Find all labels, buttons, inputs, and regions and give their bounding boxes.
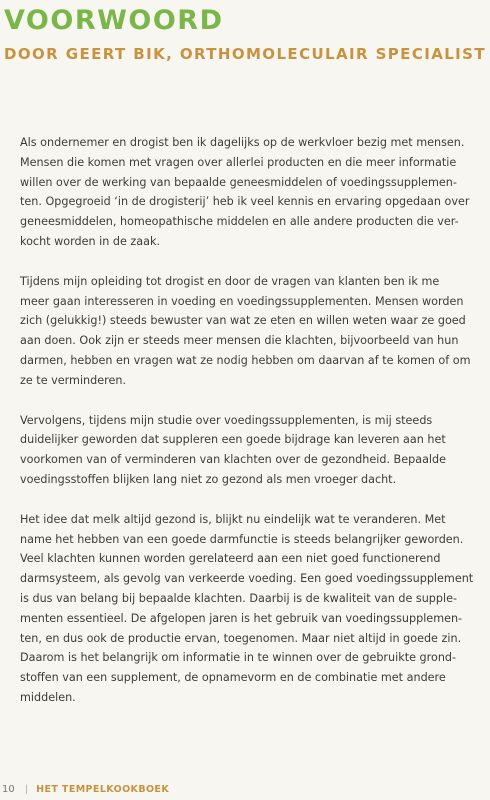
paragraph <box>20 272 482 391</box>
paragraph-line: voedingsstoffen blijken lang niet zo gezond als men vroeger dacht. <box>20 472 397 486</box>
page-footer <box>0 783 169 797</box>
book-title: HET TEMPELKOOKBOEK <box>36 784 170 795</box>
paragraph-line: ze te verminderen. <box>20 373 127 387</box>
paragraph-line: is dus van belang bij bepaalde klachten. Daarbij is de kwaliteit van de supple- <box>20 591 458 605</box>
paragraph <box>20 510 482 708</box>
paragraph-line: aan doen. Ook zijn er steeds meer mensen die klachten, bijvoorbeeld van hun <box>20 334 459 348</box>
body-text <box>20 133 482 728</box>
paragraph-line: menten essentieel. De afgelopen jaren is het gebruik van voedingssupplemen- <box>20 611 463 625</box>
paragraph-line: Het idee dat melk altijd gezond is, blijkt nu eindelijk wat te veranderen. Met <box>20 512 446 526</box>
paragraph-line: duidelijker geworden dat suppleren een goede bijdrage kan leveren aan het <box>20 433 446 447</box>
paragraph-line: Als ondernemer en drogist ben ik dagelijks op de werkvloer bezig met mensen. <box>20 136 465 149</box>
paragraph-line: middelen. <box>20 690 76 704</box>
paragraph-line: willen over de werking van bepaalde geneesmiddelen of voedingssupplemen- <box>20 175 457 189</box>
page-subtitle: DOOR GEERT BIK, ORTHOMOLECULAIR SPECIALIST <box>4 45 486 63</box>
page-title: VOORWOORD <box>4 5 224 36</box>
footer-separator: | <box>24 784 29 795</box>
paragraph-line: ten. Opgegroeid ‘in de drogisterij’ heb ik veel kennis en ervaring opgedaan over <box>20 195 470 209</box>
page-number: 10 <box>2 784 15 795</box>
paragraph-line: Daarom is het belangrijk om informatie in te winnen over de gebruikte grond- <box>20 651 457 665</box>
paragraph <box>20 133 482 252</box>
paragraph-line: zich (gelukkig!) steeds bewuster van wat ze eten en willen weten waar ze goed <box>20 314 466 328</box>
paragraph-line: geneesmiddelen, homeopathische middelen en alle andere producten die ver- <box>20 215 459 229</box>
paragraph-line: ten, en dus ook de productie ervan, toegenomen. Maar niet altijd in goede zin. <box>20 631 462 645</box>
paragraph-line: darmen, hebben en vragen wat ze nodig hebben om daarvan af te komen of om <box>20 353 471 367</box>
paragraph-line: name het hebben van een goede darmfunctie is steeds belangrijker geworden. <box>20 532 464 546</box>
paragraph-line: Mensen die komen met vragen over allerlei producten en die meer informatie <box>20 155 457 169</box>
paragraph-line: stoffen van een supplement, de opnamevorm en de combinatie met andere <box>20 671 446 685</box>
paragraph-line: voorkomen van of verminderen van klachten over de gezondheid. Bepaalde <box>20 453 447 467</box>
paragraph-line: meer gaan interesseren in voeding en voedingssupplementen. Mensen worden <box>20 294 464 308</box>
paragraph-line: Veel klachten kunnen worden gerelateerd aan een niet goed functionerend <box>20 552 441 566</box>
paragraph-line: Vervolgens, tijdens mijn studie over voedingssupplementen, is mij steeds <box>20 413 433 427</box>
paragraph <box>20 411 482 490</box>
paragraph-line: Tijdens mijn opleiding tot drogist en door de vragen van klanten ben ik me <box>20 274 440 288</box>
paragraph-line: darmsysteem, als gevolg van verkeerde voeding. Een goed voedingssupplement <box>20 572 474 586</box>
paragraph-line: kocht worden in de zaak. <box>20 234 161 248</box>
